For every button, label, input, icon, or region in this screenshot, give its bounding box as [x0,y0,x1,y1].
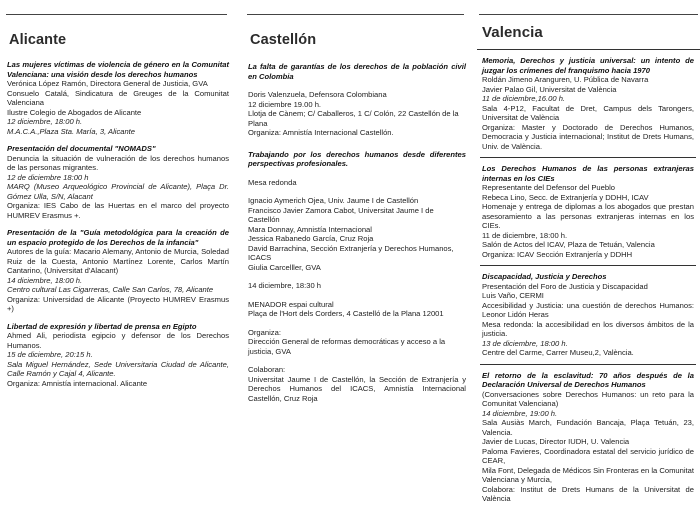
event-collaborators: Universitat Jaume I de Castellón, la Sección de Extranjería y Derechos Humanos del ICACS, Amnistía Internacional Castellón, Cruz Roja [248,374,466,403]
event-organizer: Organiza: IES Cabo de las Huertas en el marco del proyecto HUMREV Erasmus +. [7,201,229,220]
events-list [480,56,696,510]
event-title: Las mujeres víctimas de violencia de género en la Comunitat Valenciana: una visión desde los derechos humanos [7,60,229,79]
event-line: Verónica López Ramón, Directora General de Justicia, GVA [7,79,208,88]
event-line: Accesibilidad y Justicia: una cuestión de derechos Humanos: Leonor Lidón Heras [482,300,694,319]
city-heading: Alicante [9,32,67,48]
city-heading: Valencia [482,24,543,41]
event-venue: Sala 4-P12, Facultat de Dret, Campus dels Tarongers, Universitat de València [482,103,694,122]
event-venue: Centre del Carme, Carrer Museu,2, València. [482,348,634,357]
event-date: 13 de diciembre, 18:00 h. [482,338,568,348]
event-line: Javier de Lucas, Director IUDH, U. Valencia [482,437,630,446]
event-line: Francisco Javier Zamora Cabot, Universitat Jaume I de Castellón [248,205,434,224]
top-rule [479,14,698,15]
event-date: 11 de diciembre, 18:00 h. [482,230,568,240]
event-venue: Plaça de l'Hort dels Corders, 4 Castelló de la Plana 12001 [248,309,444,318]
event-line: Javier Palao Gil, Universitat de València [482,84,617,94]
event [480,272,696,358]
event-title: Libertad de expresión y libertad de prensa en Egipto [7,321,197,331]
event-line: Mila Font, Delegada de Médicos Sin Fronteras en la Comunitat Valenciana y Murcia, [482,465,694,484]
event [480,371,696,504]
event-line: Mara Donnay, Amnistía Internacional [248,224,372,234]
event-line: Giulia Carcelller, GVA [248,262,321,272]
event-line: Roldán Jimeno Aranguren, U. Pública de Navarra [482,75,649,84]
divider [480,265,696,266]
event-date: 14 diciembre, 19:00 h. [482,408,558,418]
column-alicante [0,0,233,495]
event-date: 14 diciembre, 18:00 h. [7,275,83,285]
event [7,322,229,389]
event-title: La falta de garantías de los derechos de la población civil en Colombia [248,62,466,81]
event-organizer: Organiza: Amnistía Internacional Castellón. [248,128,394,137]
event-line: Ahmed Ali, periodista egipcio y defensor de los Derechos Humanos. [7,331,229,350]
event-title: Discapacidad, Justicia y Derechos [482,272,607,281]
divider [480,364,696,365]
event-line: Homenaje y entrega de diplomas a los abogados que prestan asesoramiento a las personas extranjeras internas en los CIEs. [482,202,694,230]
event-title: Presentación del documental "NOMADS" [7,144,156,153]
top-rule [6,14,227,15]
event-line: Autores de la guía: Macario Alemany, Antonio de Murcia, Soledad Ruiz de la Cuesta, Antonio Martínez Lorente, Carlos Martín Cantarino, (Universitat d'Alacant) [7,247,229,275]
event [248,62,466,138]
event [480,164,696,259]
column-valencia [477,0,700,503]
event-line: Rebeca Lino, Secc. de Extranjería y DDHH, ICAV [482,192,649,202]
event-line: (Conversaciones sobre Derechos Humanos: un reto para la Comunitat Valenciana) [482,389,694,408]
event-title: El retorno de la esclavitud: 70 años después de la Declaración Universal de Derechos Humanos [482,370,694,389]
event-collaborators-label: Colaboran: [248,365,286,374]
event-venue: Salón de Actos del ICAV, Plaza de Tetuán, Valencia [482,240,655,249]
event-venue: Sala Miguel Hernández, Sede Universitaria Ciudad de Alicante, Calle Ramón y Cajal 4, Alicante. [7,359,229,378]
event-organizer: Organiza: Universidad de Alicante (Proyecto HUMREV Erasmus +) [7,294,229,313]
event-line: Paloma Favieres, Coordinadora estatal del servicio jurídico de CEAR, [482,446,694,465]
event-venue: Centro cultural Las Cigarreras, Calle San Carlos, 78, Alicante [7,285,214,294]
event-collaborators: Colabora: Institut de Drets Humans de la Universitat de València [482,484,694,503]
event-organizer: Organiza: ICAV Sección Extranjería y DDHH [482,249,633,259]
events-list [248,62,466,411]
divider [477,49,700,50]
event-venue: MARQ (Museo Arqueológico Provincial de Alicante), Plaça Dr. Gómez Ulla, S/N, Alacant [7,182,229,201]
event-date: 11 de diciembre,16.00 h. [482,94,566,103]
event-venue: Sala Ausiàs March, Fundación Bancaja, Plaça Tetuán, 23, Valencia. [482,418,694,437]
event-venue: M.A.C.A.,Plaza Sta. María, 3, Alicante [7,126,136,136]
event-line: Representante del Defensor del Pueblo [482,183,615,192]
divider [480,157,696,158]
event-line: Ignacio Aymerich Ojea, Univ. Jaume I de Castellón [248,196,419,205]
event [7,144,229,220]
event-date: 15 de diciembre, 20:15 h. [7,350,93,359]
event-date: 12 diciembre, 18:00 h. [7,117,83,126]
event-title: Los Derechos Humanos de las personas extranjeras internas en los CIEs [482,164,694,183]
event [480,56,696,151]
event [248,150,466,404]
event-date: 14 diciembre, 18:30 h [248,281,322,290]
event-line: David Barrachina, Sección Extranjería y Derechos Humanos, ICACS [248,243,454,262]
event [7,60,229,136]
event-line: Ilustre Colegio de Abogados de Alicante [7,107,142,117]
event-organizer: Dirección General de reformas democráticas y acceso a la justicia, GVA [248,337,446,356]
city-heading: Castellón [250,32,317,48]
event-line: Jessica Rabanedo García, Cruz Roja [248,234,374,243]
event-line: Doris Valenzuela, Defensora Colombiana [248,90,387,99]
event-venue: Llotja de Cànem; C/ Caballeros, 1 C/ Colón, 22 Castellón de la Plana [248,109,459,128]
top-rule [247,14,464,15]
event-line: Mesa redonda [248,177,297,187]
event-line: Luis Vaño, CERMI [482,291,544,300]
event-date: 12 diciembre 19.00 h. [248,99,322,109]
event-line: Mesa redonda: la accesibilidad en los diversos ámbitos de la justicia. [482,319,694,338]
event-venue: MENADOR espai cultural [248,299,334,309]
event-organizer: Organiza: Amnistía internacional. Alicante [7,378,148,388]
event-date: 12 de diciembre 18:00 h [7,172,89,182]
event-line: Presentación del Foro de Justicia y Discapacidad [482,281,648,291]
event-line: Consuelo Catalá, Sindicatura de Greuges de la Comunitat Valenciana [7,88,229,107]
event-title: Memoria, Derechos y justicia universal: un intento de juzgar los crímenes del franquismo hacia 1970 [482,56,694,75]
event-line: Denuncia la situación de vulneración de los derechos humanos de las personas migrantes. [7,153,229,172]
event-organizer: Organiza: Master y Doctorado de Derechos Humanos, Democracia y Justicia internacional; Institut de Drets Humans, Univ. de València. [482,122,694,151]
event [7,228,229,314]
column-castellon [241,0,470,495]
events-list [7,60,229,396]
event-title: Trabajando por los derechos humanos desde diferentes perspectivas profesionales. [248,149,466,168]
event-title: Presentación de la "Guía metodológica para la creación de un espacio protegido de los Derechos de la infancia" [7,228,229,247]
event-organizer-label: Organiza: [248,327,281,337]
